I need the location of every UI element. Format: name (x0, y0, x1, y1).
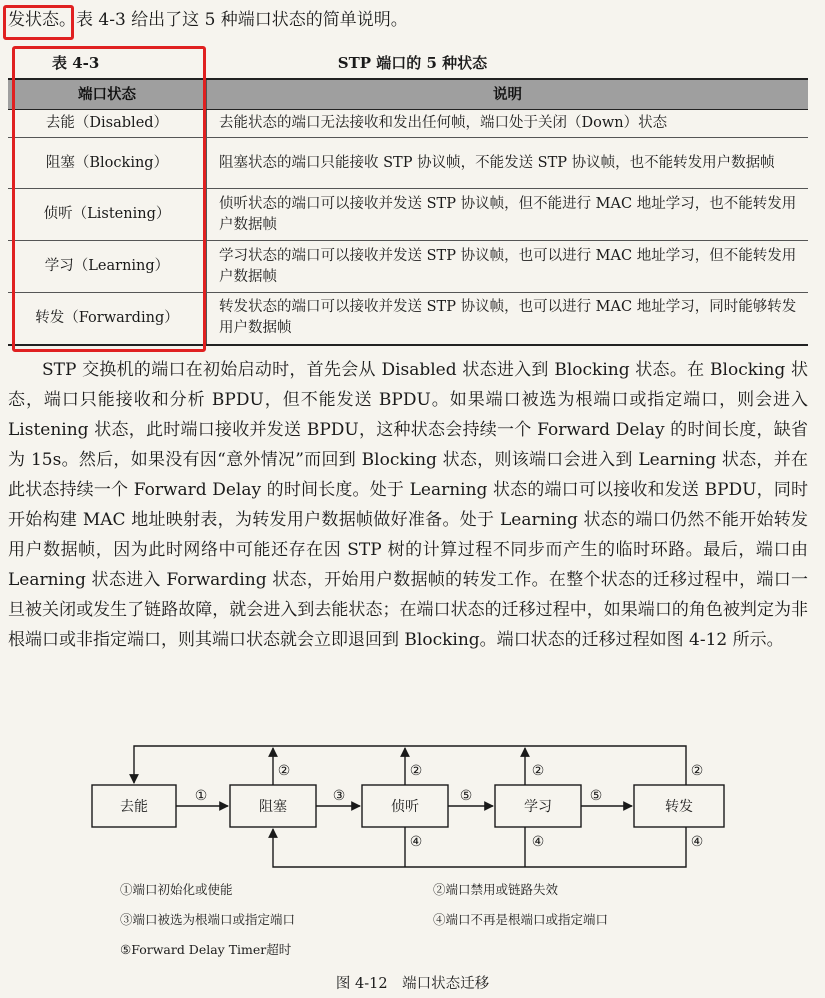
state-label-listening: 侦听 (391, 800, 419, 815)
desc-cell: 学习状态的端口可以接收并发送 STP 协议帧，也可以进行 MAC 地址学习，但不能转发用户数据帧 (207, 241, 809, 293)
state-cell: 去能（Disabled） (8, 110, 207, 138)
state-cell: 侦听（Listening） (8, 189, 207, 241)
body-paragraph: STP 交换机的端口在初始启动时，首先会从 Disabled 状态进入到 Blocking 状态。在 Blocking 状态，端口只能接收和分析 BPDU，但不能发送 BPDU。如果端口被选为根端口或指定端口，则会进入 Listening 状态，此时端口接收并发送 BPDU，这种状态会持续一个 Forward Delay 的时间长度，缺省为 15s。然后，如果没有因“意外情况”而回到 Blocking 状态，则该端口会进入到 Learning 状态，并在此状态持续一个 Forward Delay 的时间长度。处于 Learning 状态的端口可以接收和发送 BPDU，同时开始构建 MAC 地址映射表，为转发用户数据帧做好准备。处于 Learning 状态的端口仍然不能开始转发用户数据帧，因为此时网络中可能还存在因 STP 树的计算过程不同步而产生的临时环路。最后，端口由 Learning 状态进入 Forwarding 状态，开始用户数据帧的转发工作。在整个状态的迁移过程中，端口一旦被关闭或发生了链路故障，就会进入到去能状态；在端口状态的迁移过程中，如果端口的角色被判定为非根端口或非指定端口，则其端口状态就会立即退回到 Blocking。端口状态的迁移过程如图 4-12 所示。 (8, 360, 808, 650)
intro-rest-text: 表 4-3 给出了这 5 种端口状态的简单说明。 (76, 10, 408, 30)
state-label-disabled: 去能 (120, 800, 148, 815)
desc-cell: 转发状态的端口可以接收并发送 STP 协议帧，也可以进行 MAC 地址学习，同时能够转发用户数据帧 (207, 293, 809, 345)
legend-item-4: ④端口不再是根端口或指定端口 (433, 912, 609, 927)
mark-disabled-learning: ② (531, 764, 545, 779)
legend-item-1: ①端口初始化或使能 (120, 882, 233, 897)
mark-disabled-blocking: ② (277, 764, 291, 779)
mark-timer-2: ⑤ (589, 789, 603, 804)
figure-caption: 图 4-12 端口状态迁移 (335, 976, 490, 992)
mark-init: ① (194, 789, 208, 804)
table-number: 表 4-3 (52, 54, 100, 72)
state-cell: 学习（Learning） (8, 241, 207, 293)
state-cell: 转发（Forwarding） (8, 293, 207, 345)
header-state: 端口状态 (8, 79, 207, 110)
mark-notroot-learning: ④ (531, 835, 545, 850)
legend-item-3: ③端口被选为根端口或指定端口 (120, 912, 296, 927)
mark-notroot-listening: ④ (409, 835, 423, 850)
mark-disabled-forwarding: ② (690, 764, 704, 779)
state-cell: 阻塞（Blocking） (8, 138, 207, 189)
mark-selected: ③ (332, 789, 346, 804)
header-desc: 说明 (207, 79, 809, 110)
mark-notroot-forwarding: ④ (690, 835, 704, 850)
state-label-forwarding: 转发 (665, 800, 693, 815)
mark-disabled-listening: ② (409, 764, 423, 779)
blocking-return-line (273, 827, 686, 867)
desc-cell: 侦听状态的端口可以接收并发送 STP 协议帧，但不能进行 MAC 地址学习，也不能转发用户数据帧 (207, 189, 809, 241)
table-title: STP 端口的 5 种状态 (337, 54, 488, 72)
intro-highlighted-text: 发状态。 (8, 10, 76, 30)
desc-cell: 阻塞状态的端口只能接收 STP 协议帧，不能发送 STP 协议帧，也不能转发用户数据帧 (207, 138, 809, 189)
mark-timer-1: ⑤ (459, 789, 473, 804)
legend-item-2: ②端口禁用或链路失效 (433, 882, 559, 897)
state-label-blocking: 阻塞 (259, 800, 287, 815)
state-label-learning: 学习 (524, 800, 552, 815)
desc-cell: 去能状态的端口无法接收和发出任何帧，端口处于关闭（Down）状态 (207, 110, 809, 138)
legend-item-5: ⑤Forward Delay Timer超时 (120, 942, 292, 957)
